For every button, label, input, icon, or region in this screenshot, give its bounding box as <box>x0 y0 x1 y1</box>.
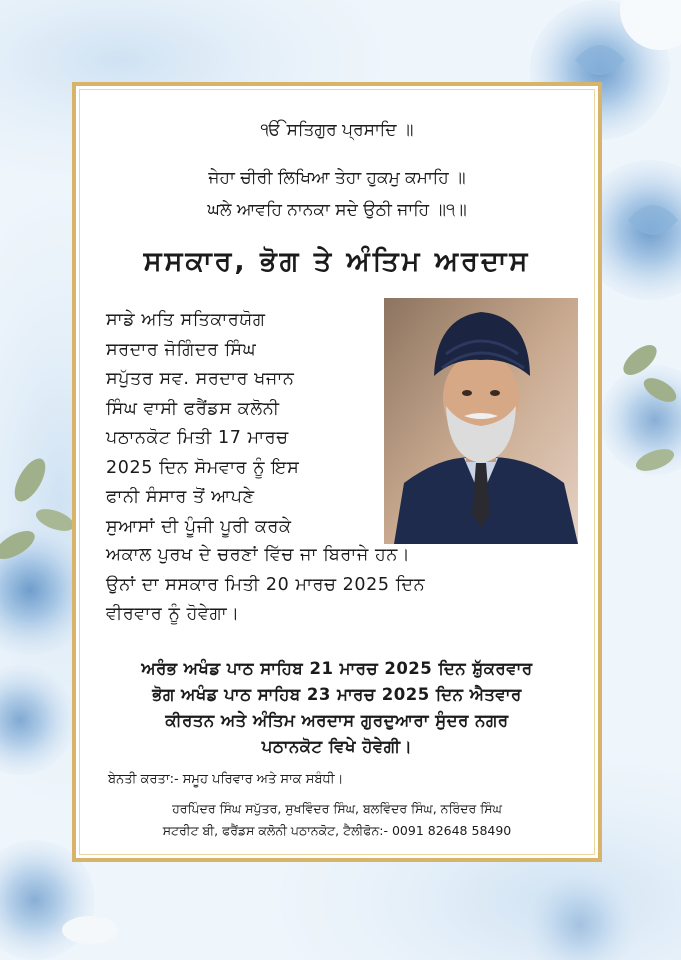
announcement-line: 2025 ਦਿਨ ਸੋਮਵਾਰ ਨੂੰ ਇਸ <box>106 457 300 478</box>
announcement-line: ਸਿੰਘ ਵਾਸੀ ਫਰੈਂਡਸ ਕਲੋਨੀ <box>106 398 280 419</box>
announcement-line: ਸੁਆਸਾਂ ਦੀ ਪੂੰਜੀ ਪੂਰੀ ਕਰਕੇ <box>106 516 292 537</box>
schedule-line: ਅਰੰਭ ਅਖੰਡ ਪਾਠ ਸਾਹਿਬ 21 ਮਾਰਚ 2025 ਦਿਨ ਸ਼ੁੱਕਰਵਾਰ <box>141 659 533 678</box>
request-line: ਬੇਨਤੀ ਕਰਤਾ:- ਸਮੂਹ ਪਰਿਵਾਰ ਅਤੇ ਸਾਕ ਸਬੰਧੀ। <box>108 772 344 787</box>
schedule-line: ਪਠਾਨਕੋਟ ਵਿਖੇ ਹੋਵੇਗੀ। <box>261 737 413 756</box>
ceremony-schedule <box>76 656 598 760</box>
announcement-line: ਅਕਾਲ ਪੁਰਖ ਦੇ ਚਰਣਾਂ ਵਿੱਚ ਜਾ ਬਿਰਾਜੇ ਹਨ। <box>106 545 411 565</box>
page-title: ਸਸਕਾਰ, ਭੋਗ ਤੇ ਅੰਤਿਮ ਅਰਦਾਸ <box>143 246 531 277</box>
announcement-line: ਵੀਰਵਾਰ ਨੂੰ ਹੋਵੇਗਾ। <box>106 604 240 624</box>
announcement-line: ਸਪੁੱਤਰ ਸਵ. ਸਰਦਾਰ ਖਜਾਨ <box>106 369 295 389</box>
announcement-text-full <box>106 541 586 630</box>
announcement-card <box>72 82 602 862</box>
announcement-line: ਸਾਡੇ ਅਤਿ ਸਤਿਕਾਰਯੋਗ <box>106 310 266 330</box>
announcement-line: ਪਠਾਨਕੋਟ ਮਿਤੀ 17 ਮਾਰਚ <box>106 428 289 448</box>
schedule-line: ਕੀਰਤਨ ਅਤੇ ਅੰਤਿਮ ਅਰਦਾਸ ਗੁਰਦੁਆਰਾ ਸੁੰਦਰ ਨਗਰ <box>165 711 509 730</box>
blessing-line: ੴ ਸਤਿਗੁਰ ਪ੍ਰਸਾਦਿ ॥ <box>260 120 414 140</box>
portrait-photo <box>384 298 578 544</box>
schedule-line: ਭੋਗ ਅਖੰਡ ਪਾਠ ਸਾਹਿਬ 23 ਮਾਰਚ 2025 ਦਿਨ ਐਤਵਾਰ <box>152 685 522 704</box>
announcement-text-beside-photo <box>106 306 371 542</box>
address-phone: ਸਟਰੀਟ ਬੀ, ਫਰੈਂਡਸ ਕਲੋਨੀ ਪਠਾਨਕੋਟ, ਟੈਲੀਫੋਨ:- 0091 82648 58490 <box>162 823 512 838</box>
announcement-line: ਉਨਾਂ ਦਾ ਸਸਕਾਰ ਮਿਤੀ 20 ਮਾਰਚ 2025 ਦਿਨ <box>106 574 426 595</box>
verse-line-1: ਜੇਹਾ ਚੀਰੀ ਲਿਖਿਆ ਤੇਹਾ ਹੁਕਮੁ ਕਮਾਹਿ ॥ <box>208 168 466 188</box>
announcement-line: ਫਾਨੀ ਸੰਸਾਰ ਤੋਂ ਆਪਣੇ <box>106 487 255 507</box>
family-names: ਹਰਪਿੰਦਰ ਸਿੰਘ ਸਪੁੱਤਰ, ਸੁਖਵਿੰਦਰ ਸਿੰਘ, ਬਲਵਿੰਦਰ ਸਿੰਘ, ਨਰਿੰਦਰ ਸਿੰਘ <box>172 801 502 816</box>
verse-line-2: ਘਲੇ ਆਵਹਿ ਨਾਨਕਾ ਸਦੇ ਉਠੀ ਜਾਹਿ ॥੧॥ <box>207 200 467 220</box>
announcement-line: ਸਰਦਾਰ ਜੋਗਿੰਦਰ ਸਿੰਘ <box>106 339 257 360</box>
family-contact <box>76 798 598 842</box>
